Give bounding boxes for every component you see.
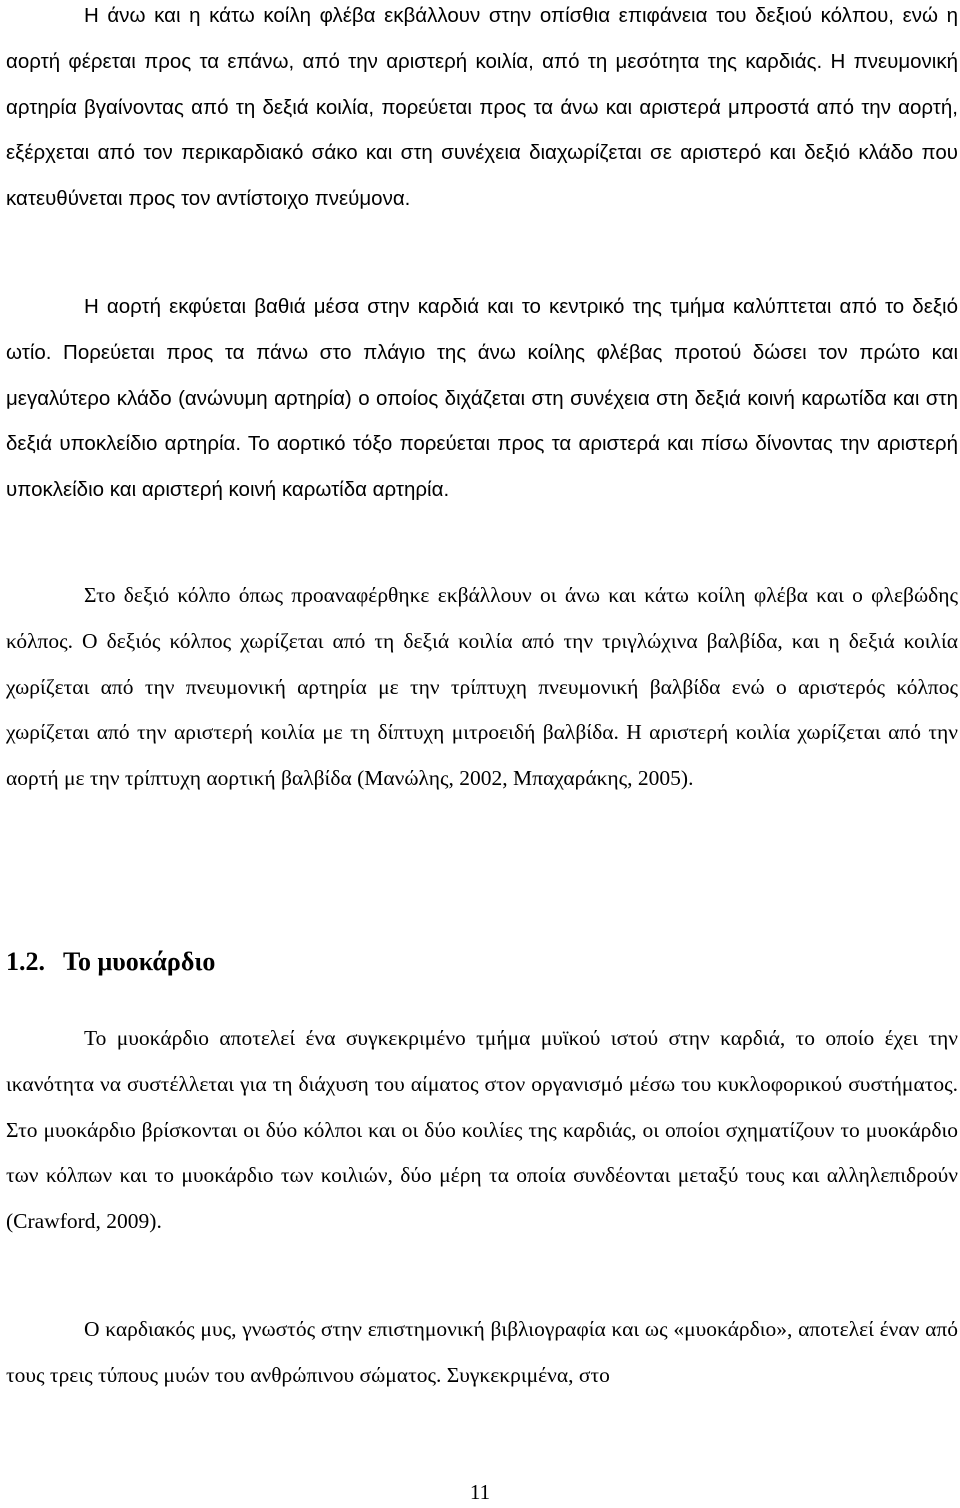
paragraph-aorta-course: Η αορτή εκφύεται βαθιά μέσα στην καρδιά και το κεντρικό της τμήμα καλύπτεται από το δεξιό ωτίο. Πορεύεται προς τα πάνω στο πλάγιο της άνω κοίλης φλέβας προτού δώσει τον πρώτο και μεγαλύτερο κλάδο (ανώνυμη αρτηρία) ο οποίος διχάζεται στη συνέχεια στη δεξιά κοινή καρωτίδα και στη δεξιά υποκλείδιο αρτηρία. Το αορτικό τόξο πορεύεται προς τα αριστερά και πίσω δίνοντας την αριστερή υποκλείδιο και αριστερή κοινή καρωτίδα αρτηρία.	[6, 295, 958, 502]
paragraph-veins-aorta: Η άνω και η κάτω κοίλη φλέβα εκβάλλουν στην οπίσθια επιφάνεια του δεξιού κόλπου, ενώ η αορτή φέρεται προς τα επάνω, από την αριστερή κοιλία, από τη μεσότητα της καρδιάς. Η πνευμονική αρτηρία βγαίνοντας από τη δεξιά κοιλία, πορεύεται προς τα άνω και αριστερά μπροστά από την αορτή, εξέρχεται από τον περικαρδιακό σάκο και στη συνέχεια διαχωρίζεται σε αριστερό και δεξιό κλάδο που κατευθύνεται προς τον αντίστοιχο πνεύμονα.	[6, 4, 958, 211]
paragraph-valves: Στο δεξιό κόλπο όπως προαναφέρθηκε εκβάλλουν οι άνω και κάτω κοίλη φλέβα και ο φλεβώδης κόλπος. Ο δεξιός κόλπος χωρίζεται από τη δεξιά κοιλία από την τριγλώχινα βαλβίδα, και η δεξιά κοιλία χωρίζεται από την πνευμονική αρτηρία με την τρίπτυχη πνευμονική βαλβίδα ενώ ο αριστερός κόλπος χωρίζεται από την αριστερή κοιλία με τη δίπτυχη μιτροειδή βαλβίδα. Η αριστερή κοιλία χωρίζεται από την αορτή με την τρίπτυχη αορτική βαλβίδα (Μανώλης, 2002, Μπαχαράκης, 2005).	[6, 583, 958, 791]
paragraph-cardiac-muscle: Ο καρδιακός μυς, γνωστός στην επιστημονική βιβλιογραφία και ως «μυοκάρδιο», αποτελεί έναν από τους τρεις τύπους μυών του ανθρώπινου σώματος. Συγκεκριμένα, στο	[6, 1317, 958, 1387]
paragraph-myocardium-definition: Το μυοκάρδιο αποτελεί ένα συγκεκριμένο τμήμα μυϊκού ιστού στην καρδιά, το οποίο έχει την ικανότητα να συστέλλεται για τη διάχυση του αίματος στον οργανισμό μέσω του κυκλοφορικού συστήματος. Στο μυοκάρδιο βρίσκονται οι δύο κόλποι και οι δύο κοιλίες της καρδιάς, οι οποίοι σχηματίζουν το μυοκάρδιο των κόλπων και το μυοκάρδιο των κοιλιών, δύο μέρη τα οποία συνδέονται μεταξύ τους και αλληλεπιδρούν (Crawford, 2009).	[6, 1026, 958, 1234]
page-number: 11	[469, 1480, 491, 1504]
section-title: Το μυοκάρδιο	[63, 947, 216, 976]
section-number: 1.2.	[6, 947, 45, 976]
section-heading	[6, 940, 215, 984]
